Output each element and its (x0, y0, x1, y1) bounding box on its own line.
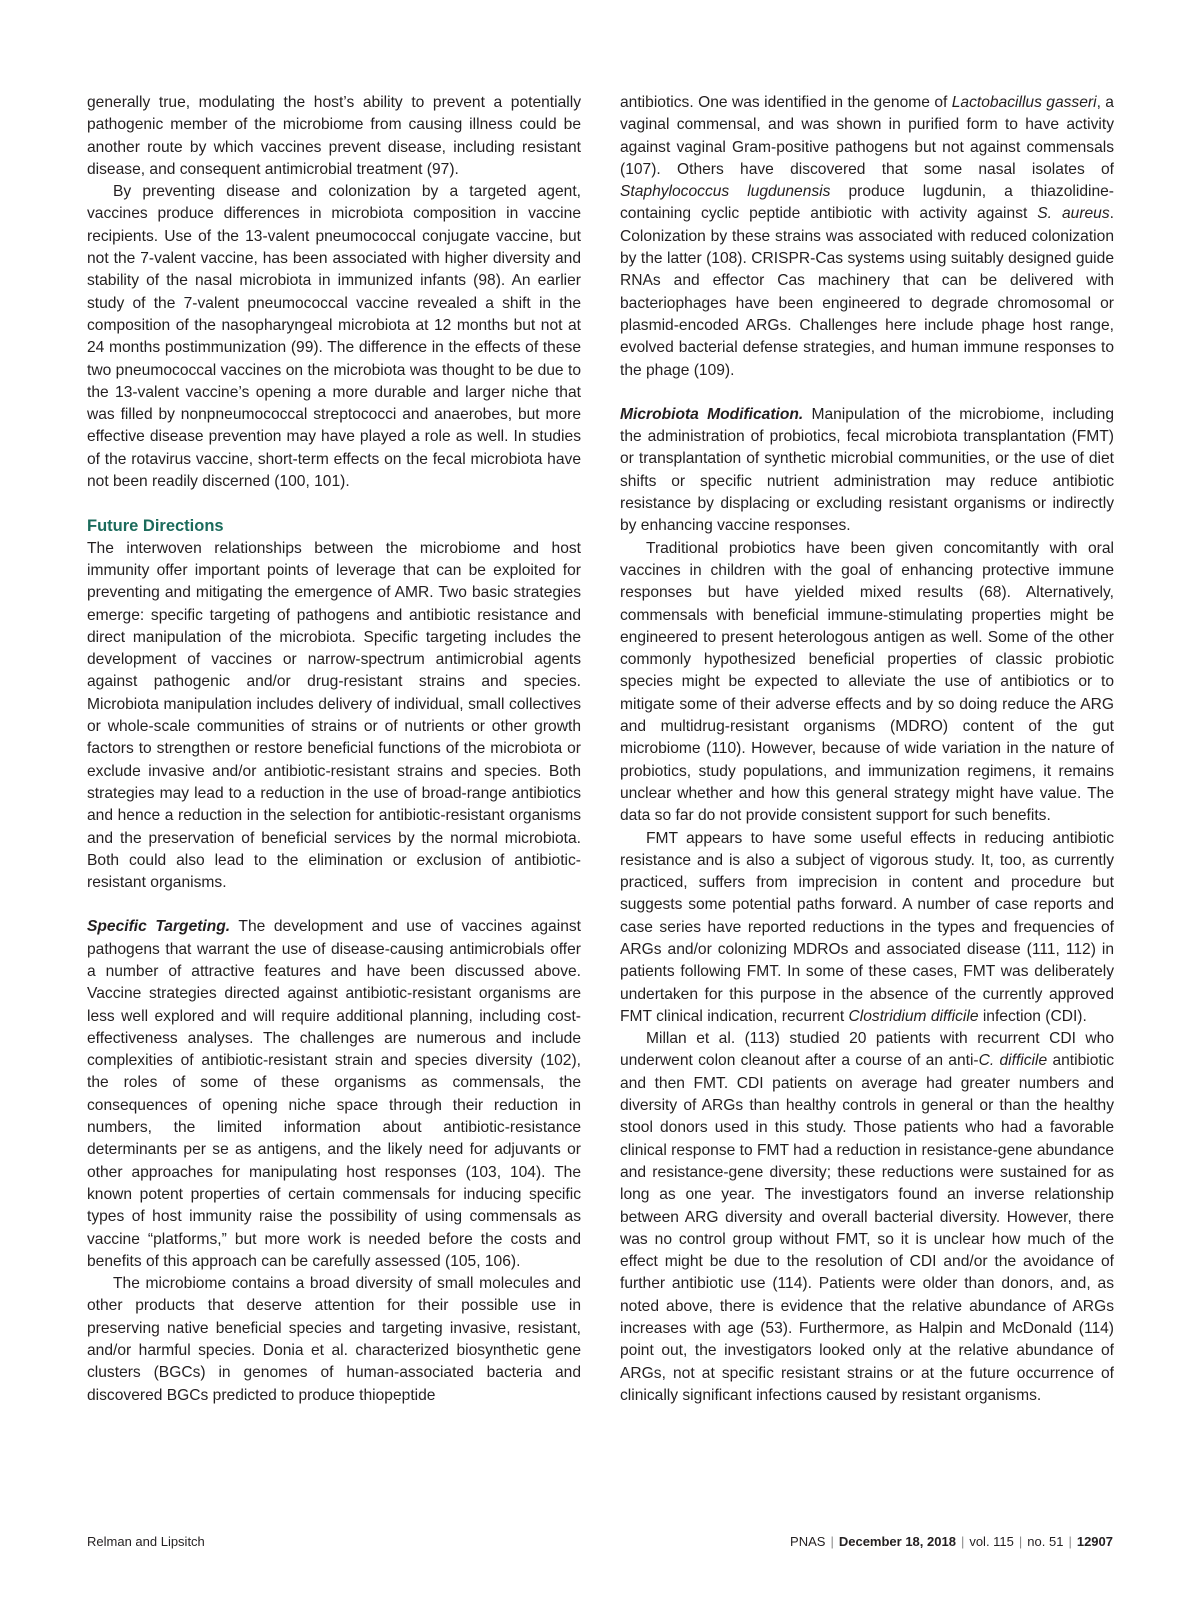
text-run: FMT appears to have some useful effects in reducing antibiotic resistance and is also a subject of vigorous study. It, too, as currently practiced, suffers from imprecision in content and procedure but suggests some potential paths forward. A number of case reports and case series have reported reductions in the types and frequencies of ARGs and/or colonizing MDROs and associated disease (111, 112) in patients following FMT. In some of these cases, FMT was deliberately undertaken for this purpose in the absence of the currently approved FMT clinical indication, recurrent (620, 829, 1114, 1025)
species-name: C. difficile (978, 1052, 1048, 1070)
separator: | (960, 1534, 965, 1549)
footer-citation (790, 1534, 1113, 1550)
run-in-heading: Microbiota Modification. (620, 405, 804, 423)
text-run: . Colonization by these strains was associated with reduced colonization by the latter (108). CRISPR-Cas systems using suitably designed guide RNAs and effector Cas machinery that can be delivered with bacteriophages have been engineered to degrade chromosomal or plasmid-encoded ARGs. Challenges here include phage host range, evolved bacterial defense strategies, and human immune responses to the phage (109). (620, 205, 1114, 379)
text-run: produce lugdunin, a thiazolidine-containing cyclic peptide antibiotic with activity against (620, 183, 1114, 223)
text-run: antibiotic and then FMT. CDI patients on average had greater numbers and diversity of ARGs than healthy controls in general or than the healthy stool donors used in this study. Those patients who had a favorable clinical response to FMT had a reduction in resistance-gene abundance and resistance-gene diversity; these reductions were sustained for as long as one year. The investigators found an inverse relationship between ARG diversity and overall bacterial diversity. However, there was no control group without FMT, so it is unclear how much of the effect might be due to the resolution of CDI and/or the avoidance of further antibiotic use (114). Patients were older than donors, and, as noted above, there is evidence that the relative abundance of ARGs increases with age (53). Furthermore, as Halpin and McDonald (114) point out, the investigators looked only at the relative abundance of ARGs, not at specific resistant strains or at the future occurrence of clinically significant infections caused by resistant organisms. (620, 1052, 1114, 1404)
paragraph: Traditional probiotics have been given concomitantly with oral vaccines in children with the goal of enhancing protective immune responses but have yielded mixed results (68). Alternatively, commensals with beneficial immune-stimulating properties might be engineered to present heterologous antigen as well. Some of the other commonly hypothesized beneficial properties of classic probiotic species might be expected to alleviate the use of antibiotics or to mitigate some of their adverse effects and by so doing reduce the ARG and multidrug-resistant organisms (MDRO) content of the gut microbiome (110). However, because of wide variation in the nature of probiotics, study populations, and immunization regimens, it remains unclear whether and how this general strategy might have value. The data so far do not provide consistent support for such benefits. (620, 539, 1114, 825)
species-name: S. aureus (1037, 205, 1110, 223)
volume: vol. 115 (969, 1534, 1014, 1549)
footer-authors: Relman and Lipsitch (87, 1534, 205, 1549)
species-name: Staphylococcus lugdunensis (620, 183, 831, 201)
issue-number: no. 51 (1027, 1534, 1064, 1549)
separator: | (1018, 1534, 1023, 1549)
paragraph-text: Manipulation of the microbiome, including the administration of probiotics, fecal microbiota transplantation (FMT) or transplantation of synthetic microbial communities, or the use of diet shifts or specific nutrient administration may reduce antibiotic resistance by displacing or excluding resistant organisms or indirectly by enhancing vaccine responses. (620, 405, 1114, 535)
species-name: Clostridium difficile (848, 1007, 979, 1025)
paragraph (620, 92, 1114, 382)
paragraph (620, 1028, 1114, 1407)
issue-date: December 18, 2018 (838, 1534, 956, 1549)
paragraph-text: The development and use of vaccines against pathogens that warrant the use of disease-causing antimicrobials offer a number of attractive features and have been discussed above. Vaccine strategies directed against antibiotic-resistant organisms are less well explored and will require additional planning, including cost-effectiveness analyses. The challenges are numerous and include complexities of antibiotic-resistant strain and species diversity (102), the roles of some of these organisms as commensals, the consequences of opening niche space through their reduction in numbers, the limited information about antibiotic-resistance determinants per se as antigens, and the likely need for adjuvants or other approaches for manipulating host responses (103, 104). The known potent properties of certain commensals for inducing specific types of host immunity raise the possibility of using commensals as vaccine “platforms,” but more work is needed before the costs and benefits of this approach can be carefully assessed (105, 106). (87, 918, 581, 1270)
text-run: Millan et al. (113) studied 20 patients with recurrent CDI who underwent colon cleanout after a course of an anti- (620, 1030, 1114, 1070)
paragraph: The interwoven relationships between the microbiome and host immunity offer important points of leverage that can be exploited for preventing and mitigating the emergence of AMR. Two basic strategies emerge: specific targeting of pathogens and antibiotic resistance and direct manipulation of the microbiota. Specific targeting includes the development of vaccines or narrow-spectrum antimicrobial agents against pathogenic and/or drug-resistant strains and species. Microbiota manipulation includes delivery of individual, small collectives or whole-scale communities of strains or of nutrients or other growth factors to strengthen or restore beneficial functions of the microbiota or exclude invasive and/or antibiotic-resistant strains and species. Both strategies may lead to a reduction in the use of broad-range antibiotics and hence a reduction in the selection for antibiotic-resistant organisms and the preservation of beneficial services by the normal microbiota. Both could also lead to the elimination or exclusion of antibiotic-resistant organisms. (87, 539, 581, 892)
text-run: antibiotics. One was identified in the genome of (620, 94, 952, 111)
journal-name: PNAS (790, 1534, 826, 1549)
separator: | (830, 1534, 834, 1549)
paragraph: The microbiome contains a broad diversity of small molecules and other products that deserve attention for their possible use in preserving native beneficial species and targeting invasive, resistant, and/or harmful species. Donia et al. characterized biosynthetic gene clusters (BGCs) in genomes of human-associated bacteria and discovered BGCs predicted to produce thiopeptide (87, 1275, 581, 1404)
run-in-heading: Specific Targeting. (87, 918, 231, 936)
separator: | (1068, 1534, 1072, 1549)
page-number: 12907 (1076, 1534, 1113, 1549)
right-column (620, 92, 1114, 1407)
paragraph (620, 404, 1114, 538)
section-heading: Future Directions (87, 517, 224, 536)
paragraph: generally true, modulating the host’s ability to prevent a potentially pathogenic member of the microbiome from causing illness could be another route by which vaccines prevent disease, including resistant disease, and consequent antimicrobial treatment (97). (87, 94, 581, 178)
paragraph (87, 916, 581, 1273)
paragraph: By preventing disease and colonization by a targeted agent, vaccines produce differences in microbiota composition in vaccine recipients. Use of the 13-valent pneumococcal conjugate vaccine, but not the 7-valent vaccine, has been associated with higher diversity and stability of the nasal microbiota in immunized infants (98). An earlier study of the 7-valent pneumococcal vaccine revealed a shift in the composition of the nasopharyngeal microbiota at 12 months but not at 24 months postimmunization (99). The difference in the effects of these two pneumococcal vaccines on the microbiota was thought to be due to the 13-valent vaccine’s opening a more durable and larger niche that was filled by nonpneumococcal streptococci and anaerobes, but more effective disease prevention may have played a role as well. In studies of the rotavirus vaccine, short-term effects on the fecal microbiota have not been readily discerned (100, 101). (87, 183, 581, 491)
paragraph (620, 828, 1114, 1029)
left-column (87, 92, 581, 1407)
species-name: Lactobacillus gasseri (951, 94, 1097, 111)
text-run: infection (CDI). (978, 1007, 1087, 1025)
text-run: , a vaginal commensal, and was shown in purified form to have activity against vaginal Gram-positive pathogens but not against commensals (107). Others have discovered that some nasal isolates of (620, 94, 1114, 178)
